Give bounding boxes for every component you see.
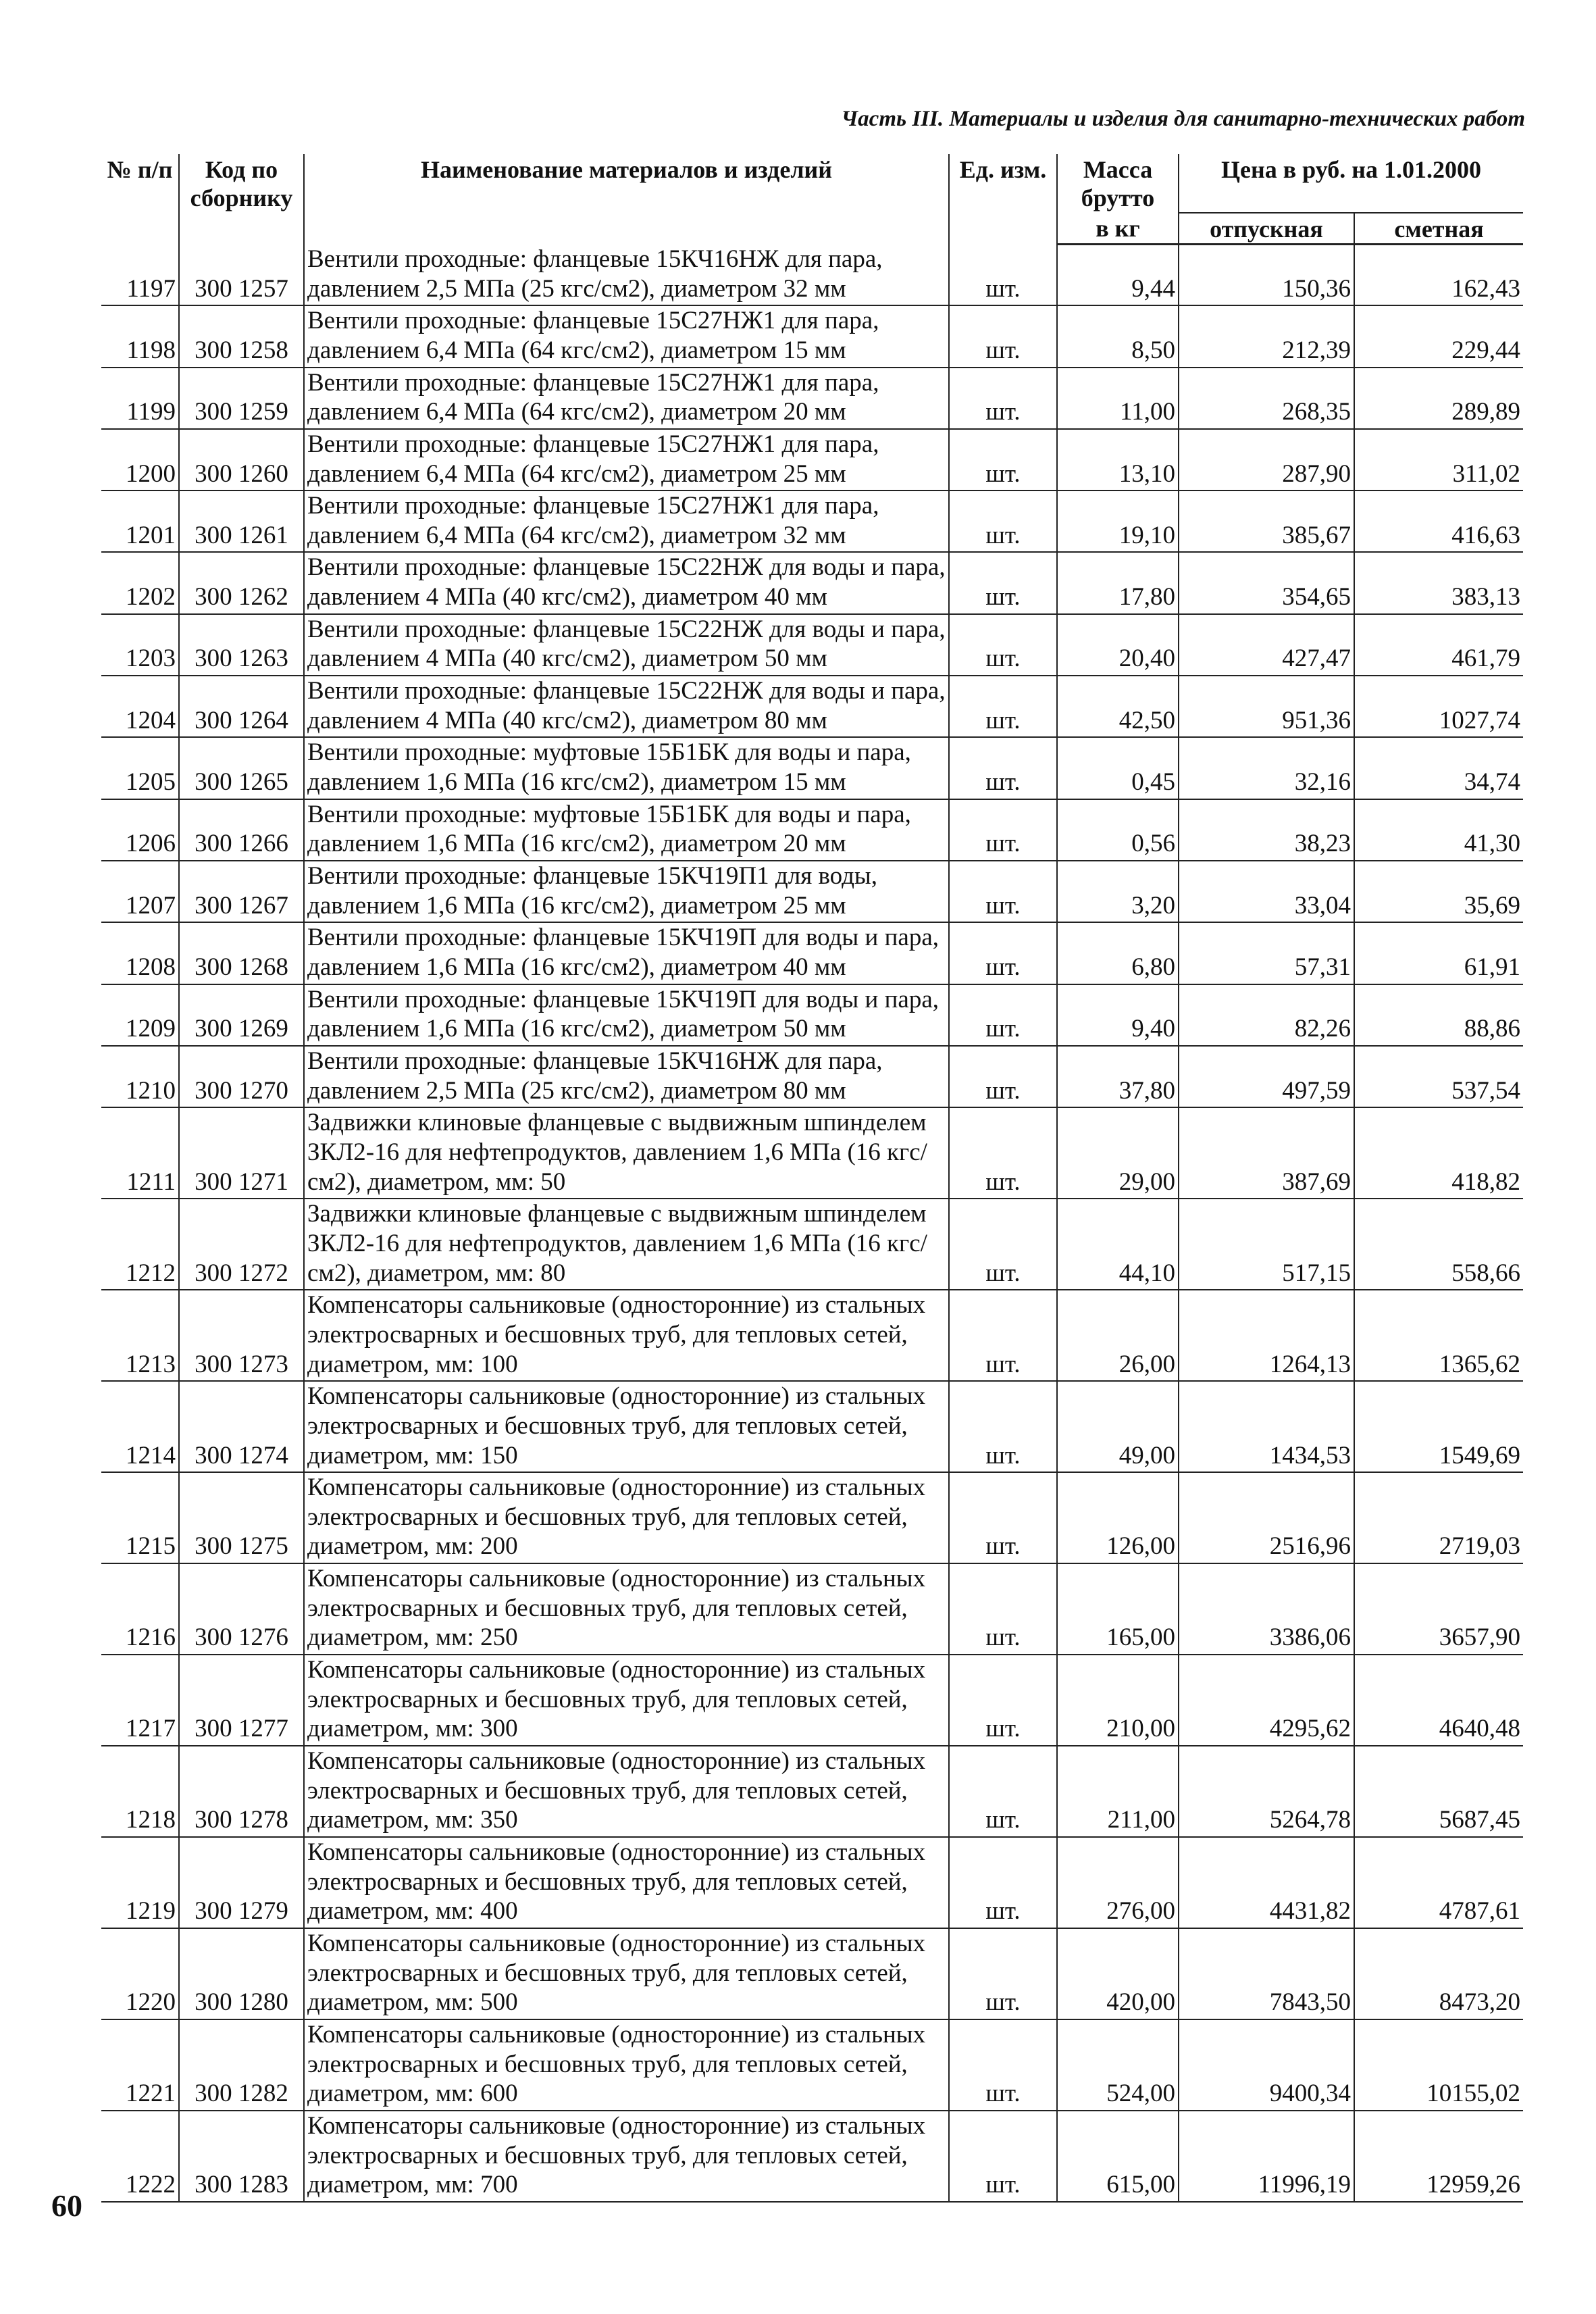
price-table [101,154,1523,2203]
cell-name: Компенсаторы сальниковые (односторонние) из стальных электросварных и бесшовных труб, для тепловых сетей, диаметром, мм: 500 [304,1928,949,2019]
cell-code: 300 1262 [179,552,304,613]
cell-unit: шт. [949,984,1057,1046]
cell-mass: 37,80 [1057,1046,1179,1107]
cell-estimate-price: 2719,03 [1439,1532,1521,1561]
cell-mass: 0,56 [1057,799,1179,861]
cell-unit: шт. [949,1199,1057,1290]
table-row [101,737,1523,799]
cell-code: 300 1261 [179,491,304,552]
cell-code: 300 1272 [179,1199,304,1290]
cell-wholesale-price: 33,04 [1179,861,1354,922]
cell-num: 1204 [101,676,179,737]
table-row [101,1837,1523,1928]
cell-estimate-price: 289,89 [1451,398,1521,426]
cell-code: 300 1258 [179,305,304,367]
cell-estimate-price: 418,82 [1451,1167,1521,1196]
table-row [101,614,1523,676]
cell-code: 300 1276 [179,1563,304,1655]
table-row [101,1199,1523,1290]
cell-name: Вентили проходные: фланцевые 15С27НЖ1 для пара, давлением 6,4 МПа (64 кгс/см2), диаметром 25 мм [304,429,949,491]
cell-code: 300 1257 [179,245,304,305]
cell-num: 1203 [101,614,179,676]
cell-unit: шт. [949,1655,1057,1746]
cell-estimate-price: 311,02 [1452,459,1521,488]
table-row [101,922,1523,984]
header-name: Наименование материалов и изделий [304,154,949,245]
cell-code: 300 1274 [179,1381,304,1472]
cell-unit: шт. [949,1290,1057,1381]
cell-mass: 29,00 [1057,1107,1179,1199]
cell-mass: 17,80 [1057,552,1179,613]
cell-name: Вентили проходные: фланцевые 15КЧ19П1 для воды, давлением 1,6 МПа (16 кгс/см2), диаметром 25 мм [304,861,949,922]
cell-estimate-price: 1549,69 [1439,1441,1521,1469]
cell-estimate-price: 162,43 [1451,274,1521,303]
cell-estimate-price: 34,74 [1464,768,1521,797]
cell-code: 300 1278 [179,1746,304,1837]
cell-estimate-price: 461,79 [1451,645,1521,673]
cell-num: 1218 [101,1746,179,1837]
table-row [101,368,1523,429]
table-row [101,1928,1523,2019]
cell-num: 1205 [101,737,179,799]
cell-num: 1206 [101,799,179,861]
cell-mass: 9,40 [1057,984,1179,1046]
cell-mass: 3,20 [1057,861,1179,922]
cell-num: 1209 [101,984,179,1046]
cell-wholesale-price: 5264,78 [1179,1746,1354,1837]
cell-code: 300 1263 [179,614,304,676]
cell-unit: шт. [949,1381,1057,1472]
cell-name: Вентили проходные: фланцевые 15С22НЖ для воды и пара, давлением 4 МПа (40 кгс/см2), диаметром 80 мм [304,676,949,737]
cell-wholesale-price: 11996,19 [1179,2111,1354,2202]
cell-unit: шт. [949,1472,1057,1563]
cell-code: 300 1268 [179,922,304,984]
header-mass: Масса брутто [1057,154,1179,213]
cell-name: Компенсаторы сальниковые (односторонние) из стальных электросварных и бесшовных труб, для тепловых сетей, диаметром, мм: 200 [304,1472,949,1563]
table-row [101,1655,1523,1746]
cell-unit: шт. [949,676,1057,737]
cell-code: 300 1273 [179,1290,304,1381]
cell-unit: шт. [949,368,1057,429]
cell-code: 300 1282 [179,2019,304,2111]
cell-wholesale-price: 287,90 [1179,429,1354,491]
cell-wholesale-price: 497,59 [1179,1046,1354,1107]
cell-mass: 211,00 [1057,1746,1179,1837]
cell-wholesale-price: 517,15 [1179,1199,1354,1290]
table-row [101,2019,1523,2111]
table-row [101,305,1523,367]
cell-wholesale-price: 82,26 [1179,984,1354,1046]
header-code: Код по сборнику [179,154,304,245]
cell-code: 300 1269 [179,984,304,1046]
cell-name: Задвижки клиновые фланцевые с выдвижным шпинделем ЗКЛ2-16 для нефтепродуктов, давлением 1,6 МПа (16 кгс/см2), диаметром, мм: 50 [304,1107,949,1199]
table-row [101,429,1523,491]
cell-unit: шт. [949,2111,1057,2202]
cell-mass: 11,00 [1057,368,1179,429]
table-row [101,1472,1523,1563]
header-estimate: сметная [1354,213,1523,245]
cell-code: 300 1275 [179,1472,304,1563]
cell-num: 1217 [101,1655,179,1746]
cell-unit: шт. [949,491,1057,552]
cell-estimate-price: 1027,74 [1439,706,1521,734]
cell-name: Компенсаторы сальниковые (односторонние) из стальных электросварных и бесшовных труб, для тепловых сетей, диаметром, мм: 250 [304,1563,949,1655]
cell-code: 300 1266 [179,799,304,861]
cell-unit: шт. [949,1107,1057,1199]
cell-code: 300 1280 [179,1928,304,2019]
header-num: № п/п [101,154,179,245]
cell-mass: 165,00 [1057,1563,1179,1655]
cell-wholesale-price: 1434,53 [1179,1381,1354,1472]
cell-num: 1211 [101,1107,179,1199]
cell-estimate-price: 12959,26 [1426,2171,1521,2199]
cell-wholesale-price: 4295,62 [1179,1655,1354,1746]
cell-estimate-price: 537,54 [1451,1076,1521,1105]
cell-num: 1201 [101,491,179,552]
header-mass-unit: в кг [1057,213,1179,245]
cell-wholesale-price: 38,23 [1179,799,1354,861]
cell-unit: шт. [949,2019,1057,2111]
cell-name: Вентили проходные: фланцевые 15КЧ19П для воды и пара, давлением 1,6 МПа (16 кгс/см2), диаметром 50 мм [304,984,949,1046]
cell-name: Вентили проходные: фланцевые 15КЧ19П для воды и пара, давлением 1,6 МПа (16 кгс/см2), диаметром 40 мм [304,922,949,984]
cell-estimate-price: 61,91 [1464,953,1521,981]
cell-name: Компенсаторы сальниковые (односторонние) из стальных электросварных и бесшовных труб, для тепловых сетей, диаметром, мм: 300 [304,1655,949,1746]
cell-wholesale-price: 3386,06 [1179,1563,1354,1655]
cell-mass: 6,80 [1057,922,1179,984]
cell-code: 300 1277 [179,1655,304,1746]
cell-mass: 524,00 [1057,2019,1179,2111]
table-body [101,245,1523,2202]
cell-wholesale-price: 2516,96 [1179,1472,1354,1563]
cell-wholesale-price: 354,65 [1179,552,1354,613]
cell-wholesale-price: 32,16 [1179,737,1354,799]
table-row [101,1563,1523,1655]
cell-num: 1200 [101,429,179,491]
cell-unit: шт. [949,861,1057,922]
cell-unit: шт. [949,245,1057,305]
cell-code: 300 1279 [179,1837,304,1928]
cell-code: 300 1264 [179,676,304,737]
cell-num: 1220 [101,1928,179,2019]
cell-code: 300 1283 [179,2111,304,2202]
cell-unit: шт. [949,1928,1057,2019]
cell-estimate-price: 10155,02 [1426,2080,1521,2108]
cell-unit: шт. [949,614,1057,676]
table-row [101,1381,1523,1472]
cell-code: 300 1270 [179,1046,304,1107]
cell-num: 1198 [101,305,179,367]
cell-mass: 126,00 [1057,1472,1179,1563]
cell-name: Вентили проходные: фланцевые 15С22НЖ для воды и пара, давлением 4 МПа (40 кгс/см2), диаметром 50 мм [304,614,949,676]
cell-wholesale-price: 1264,13 [1179,1290,1354,1381]
cell-unit: шт. [949,737,1057,799]
table-row [101,2111,1523,2202]
table-row [101,1046,1523,1107]
cell-num: 1214 [101,1381,179,1472]
cell-estimate-price: 229,44 [1451,336,1521,364]
cell-mass: 420,00 [1057,1928,1179,2019]
cell-code: 300 1259 [179,368,304,429]
cell-num: 1210 [101,1046,179,1107]
cell-mass: 49,00 [1057,1381,1179,1472]
cell-num: 1212 [101,1199,179,1290]
cell-name: Вентили проходные: фланцевые 15КЧ16НЖ для пара, давлением 2,5 МПа (25 кгс/см2), диаметром 32 мм [304,245,949,305]
cell-num: 1221 [101,2019,179,2111]
cell-estimate-price: 4640,48 [1439,1715,1521,1743]
table-header [101,154,1523,245]
table-row [101,1746,1523,1837]
cell-wholesale-price: 150,36 [1179,245,1354,305]
cell-estimate-price: 35,69 [1464,891,1521,920]
table-row [101,245,1523,305]
cell-estimate-price: 4787,61 [1439,1897,1521,1926]
cell-name: Компенсаторы сальниковые (односторонние) из стальных электросварных и бесшовных труб, для тепловых сетей, диаметром, мм: 350 [304,1746,949,1837]
cell-estimate-price: 88,86 [1464,1015,1521,1043]
cell-mass: 210,00 [1057,1655,1179,1746]
cell-name: Задвижки клиновые фланцевые с выдвижным шпинделем ЗКЛ2-16 для нефтепродуктов, давлением 1,6 МПа (16 кгс/см2), диаметром, мм: 80 [304,1199,949,1290]
table-row [101,491,1523,552]
cell-name: Вентили проходные: фланцевые 15КЧ16НЖ для пара, давлением 2,5 МПа (25 кгс/см2), диаметром 80 мм [304,1046,949,1107]
cell-mass: 9,44 [1057,245,1179,305]
cell-estimate-price: 383,13 [1451,583,1521,611]
cell-code: 300 1265 [179,737,304,799]
header-unit: Ед. изм. [949,154,1057,245]
cell-unit: шт. [949,1046,1057,1107]
cell-mass: 13,10 [1057,429,1179,491]
cell-name: Компенсаторы сальниковые (односторонние) из стальных электросварных и бесшовных труб, для тепловых сетей, диаметром, мм: 400 [304,1837,949,1928]
cell-code: 300 1260 [179,429,304,491]
cell-wholesale-price: 385,67 [1179,491,1354,552]
table-row [101,676,1523,737]
cell-unit: шт. [949,922,1057,984]
page-number: 60 [51,2188,82,2223]
cell-wholesale-price: 9400,34 [1179,2019,1354,2111]
cell-name: Вентили проходные: муфтовые 15Б1БК для воды и пара, давлением 1,6 МПа (16 кгс/см2), диаметром 15 мм [304,737,949,799]
cell-num: 1197 [101,245,179,305]
cell-unit: шт. [949,552,1057,613]
cell-mass: 26,00 [1057,1290,1179,1381]
cell-wholesale-price: 7843,50 [1179,1928,1354,2019]
cell-wholesale-price: 4431,82 [1179,1837,1354,1928]
cell-num: 1202 [101,552,179,613]
cell-estimate-price: 3657,90 [1439,1624,1521,1652]
section-title: Часть III. Материалы и изделия для санитарно-технических работ [841,107,1525,131]
cell-wholesale-price: 427,47 [1179,614,1354,676]
cell-mass: 44,10 [1057,1199,1179,1290]
table-row [101,984,1523,1046]
cell-estimate-price: 8473,20 [1439,1988,1521,2017]
cell-estimate-price: 1365,62 [1439,1350,1521,1378]
cell-num: 1216 [101,1563,179,1655]
cell-estimate-price: 558,66 [1451,1259,1521,1287]
table-row [101,799,1523,861]
cell-unit: шт. [949,1746,1057,1837]
cell-wholesale-price: 57,31 [1179,922,1354,984]
cell-name: Компенсаторы сальниковые (односторонние) из стальных электросварных и бесшовных труб, для тепловых сетей, диаметром, мм: 150 [304,1381,949,1472]
header-wholesale: отпускная [1179,213,1354,245]
cell-name: Вентили проходные: фланцевые 15С27НЖ1 для пара, давлением 6,4 МПа (64 кгс/см2), диаметром 32 мм [304,491,949,552]
cell-unit: шт. [949,305,1057,367]
table-row [101,1107,1523,1199]
cell-mass: 42,50 [1057,676,1179,737]
cell-num: 1208 [101,922,179,984]
cell-unit: шт. [949,1563,1057,1655]
cell-wholesale-price: 212,39 [1179,305,1354,367]
cell-estimate-price: 41,30 [1464,830,1521,858]
cell-name: Компенсаторы сальниковые (односторонние) из стальных электросварных и бесшовных труб, для тепловых сетей, диаметром, мм: 100 [304,1290,949,1381]
cell-mass: 20,40 [1057,614,1179,676]
cell-mass: 0,45 [1057,737,1179,799]
cell-code: 300 1267 [179,861,304,922]
cell-name: Вентили проходные: муфтовые 15Б1БК для воды и пара, давлением 1,6 МПа (16 кгс/см2), диаметром 20 мм [304,799,949,861]
cell-num: 1215 [101,1472,179,1563]
cell-mass: 8,50 [1057,305,1179,367]
cell-unit: шт. [949,1837,1057,1928]
cell-name: Вентили проходные: фланцевые 15С27НЖ1 для пара, давлением 6,4 МПа (64 кгс/см2), диаметром 15 мм [304,305,949,367]
cell-unit: шт. [949,799,1057,861]
cell-mass: 615,00 [1057,2111,1179,2202]
cell-estimate-price: 5687,45 [1439,1806,1521,1834]
cell-num: 1207 [101,861,179,922]
table-row [101,1290,1523,1381]
cell-num: 1222 [101,2111,179,2202]
cell-unit: шт. [949,429,1057,491]
cell-estimate-price: 416,63 [1451,521,1521,549]
table-row [101,861,1523,922]
cell-name: Компенсаторы сальниковые (односторонние) из стальных электросварных и бесшовных труб, для тепловых сетей, диаметром, мм: 700 [304,2111,949,2202]
cell-name: Компенсаторы сальниковые (односторонние) из стальных электросварных и бесшовных труб, для тепловых сетей, диаметром, мм: 600 [304,2019,949,2111]
cell-name: Вентили проходные: фланцевые 15С27НЖ1 для пара, давлением 6,4 МПа (64 кгс/см2), диаметром 20 мм [304,368,949,429]
cell-mass: 19,10 [1057,491,1179,552]
cell-num: 1213 [101,1290,179,1381]
cell-name: Вентили проходные: фланцевые 15С22НЖ для воды и пара, давлением 4 МПа (40 кгс/см2), диаметром 40 мм [304,552,949,613]
cell-num: 1199 [101,368,179,429]
cell-wholesale-price: 951,36 [1179,676,1354,737]
cell-num: 1219 [101,1837,179,1928]
cell-wholesale-price: 268,35 [1179,368,1354,429]
header-price: Цена в руб. на 1.01.2000 [1179,154,1523,213]
cell-wholesale-price: 387,69 [1179,1107,1354,1199]
cell-code: 300 1271 [179,1107,304,1199]
cell-mass: 276,00 [1057,1837,1179,1928]
table-row [101,552,1523,613]
